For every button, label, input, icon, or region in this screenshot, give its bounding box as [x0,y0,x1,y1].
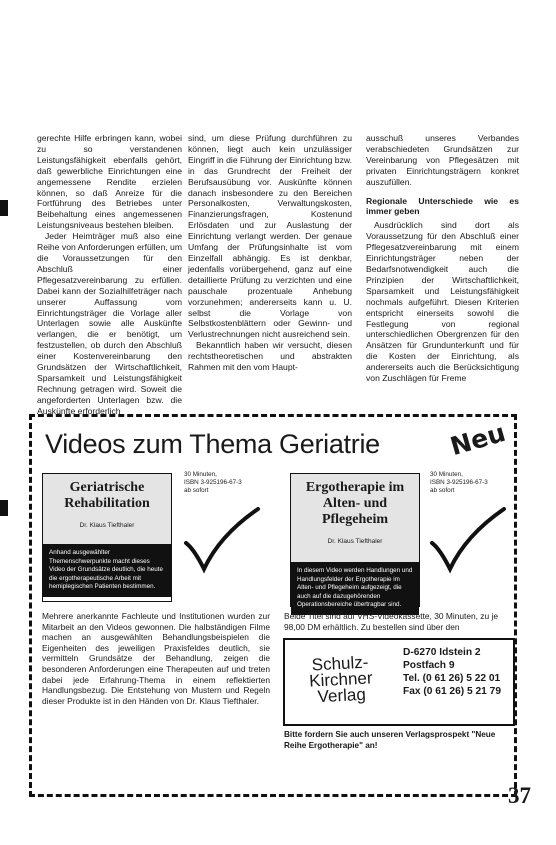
video-description: Anhand ausgewählter Themenschwerpunkte macht dieses Video der Grundsätze deutlich, die heute die ergotherapeutische Arbeit mit hemiplegischen Patienten bestimmen. [43,544,171,597]
margin-mark [0,200,8,216]
video-author: Dr. Klaus Tiefthaler [327,538,383,545]
publisher-address: D-6270 Idstein 2 Postfach 9 Tel. (0 61 26) 5 22 01 Fax (0 61 26) 5 21 79 [403,647,501,697]
article-column-3 [366,133,519,384]
video-description: In diesem Video werden Handlungen und Handlungsfelder der Ergotherapie im Alten- und Pflegeheim aufgezeigt, die auch auf die dazugehörenden Operationsbereiche übertragbar sind. [291,562,419,615]
ad-title: Videos zum Thema Geriatrie [45,429,380,459]
video-meta: 30 Minuten, ISBN 3-925196-67-3 ab sofort [430,471,488,494]
page-number: 37 [508,783,531,808]
video-title: Geriatrische Rehabilitation [64,480,150,511]
video-advertisement [29,414,517,797]
checkmark-icon [428,505,508,575]
order-note: Bitte fordern Sie auch unseren Verlagsprospekt "Neue Reihe Ergotherapie" an! [284,730,496,750]
video-author: Dr. Klaus Tiefthaler [79,522,135,529]
video-cover-ergotherapy [290,473,420,607]
paragraph: Bekanntlich haben wir versucht, diesen rechtstheoretischen und abstrakten Rahmen mit den vom Haupt- [188,340,352,373]
publisher-box [283,638,515,726]
article-column-1 [37,133,182,417]
publisher-logo: Schulz- Kirchner Verlag [308,652,373,707]
paragraph: gerechte Hilfe erbringen kann, wobei zu so verstandenen Leistungsfähigkeit ebenfalls gehört, daß gewerbliche Einrichtungen eine angemessene Rendite erzielen können, so daß Anreize für die Fortführung des Betriebes unter Beibehaltung eines angemessenen Leistungsniveaus bestehen bleiben. [37,133,182,231]
margin-mark [0,500,8,516]
video-meta: 30 Minuten, ISBN 3-925196-67-3 ab sofort [184,471,242,494]
paragraph: sind, um diese Prüfung durchführen zu können, liegt auch kein unzulässiger Eingriff in die Führung der Einrichtung bzw. in das Grundrecht der Freiheit der Berufsausübung vor. Auskünfte können danach insbesondere zu den Bereichen Personalkosten, Verwaltungskosten, Finanzierungsfragen, Kostenund Erlösdaten und zur Auslastung der Einrichtung verlangt werden. Der genaue Umfang der Prüfungsinhalte ist vom Einzelfall abhängig. Es ist denkbar, jedenfalls vorübergehend, ganz auf eine detaillierte Prüfung zu verzichten und eine pauschale prozentuale Anhebung vorzunehmen; andererseits kann u. U. selbst die Vorlage von Selbstkostenblättern oder Gewinn- und Verlustrechnungen nicht ausreichend sein. [188,133,352,340]
ad-price-info: Beide Titel sind auf VHS-Videokassette, 30 Minuten, zu je 98,00 DM erhältlich. Zu bestellen sind über den [284,611,498,632]
new-badge: Neu [447,417,509,462]
article-column-2 [188,133,352,373]
section-heading: Regionale Unterschiede wie es immer geben [366,195,519,217]
paragraph: ausschuß unseres Verbandes verabschiedeten Grundsätzen zur Vereinbarung von Pflegesätzen mit privaten Einrichtungsträgern konkret auszufüllen. [366,133,519,187]
video-cover-geriatric-rehab [42,473,172,602]
video-title: Ergotherapie im Alten- und Pflegeheim [305,480,405,527]
paragraph: Jeder Heimträger muß also eine Reihe von Anforderungen erfüllen, um die Voraussetzungen für den Abschluß einer Pflegesatzvereinbarung zu erfüllen. Dabei kann der Sozialhilfeträger nach unserer Auffassung vom Einrichtungsträger die Vorlage aller Unterlagen sowie alle Auskünfte verlangen, die er benötigt, um festzustellen, ob durch den Abschluß einer Kostenvereinbarung den Grundsätzen der Wirtschaftlichkeit, Sparsamkeit und Leistungsfähigkeit Rechnung getragen wird. Soweit die angeforderten Unterlagen bzw. die Auskünfte erforderlich [37,231,182,416]
ad-description: Mehrere anerkannte Fachleute und Institutionen wurden zur Mitarbeit an den Videos gewonnen. Die halbständigen Filme machen an ausgewählten Behandlungsbeispielen die Eigenheiten des jeweiligen Praxisfeldes deutlich, sie vermitteln Grundsätze der Behandlung, zeigen die besonderen Anforderungen eine Therapeuten auf und treten dabei jede Erfahrung-Thema in einem reflektierten Handlungsbezug. Die Entstehung von Mustern und Regeln dieser Produkte ist in den Händen von Dr. Klaus Tiefthaler. [42,611,270,706]
paragraph: Ausdrücklich sind dort als Voraussetzung für den Abschluß einer Pflegesatzvereinbarung mit einem Einrichtungsträger neben der Bedarfsnotwendigkeit auch die Prinzipien der Wirtschaftlichkeit, Sparsamkeit und Leistungsfähigkeit nochmals aufgeführt. Diesen Kriterien entspricht einerseits sowohl die Festlegung von regional unterschiedlichen Obergrenzen für den Ansätzen für Grundunterkunft und für die Kosten der Einrichtung, als andererseits auch die Berücksichtigung von Zuschlägen für Freme [366,220,519,384]
checkmark-icon [182,505,262,575]
